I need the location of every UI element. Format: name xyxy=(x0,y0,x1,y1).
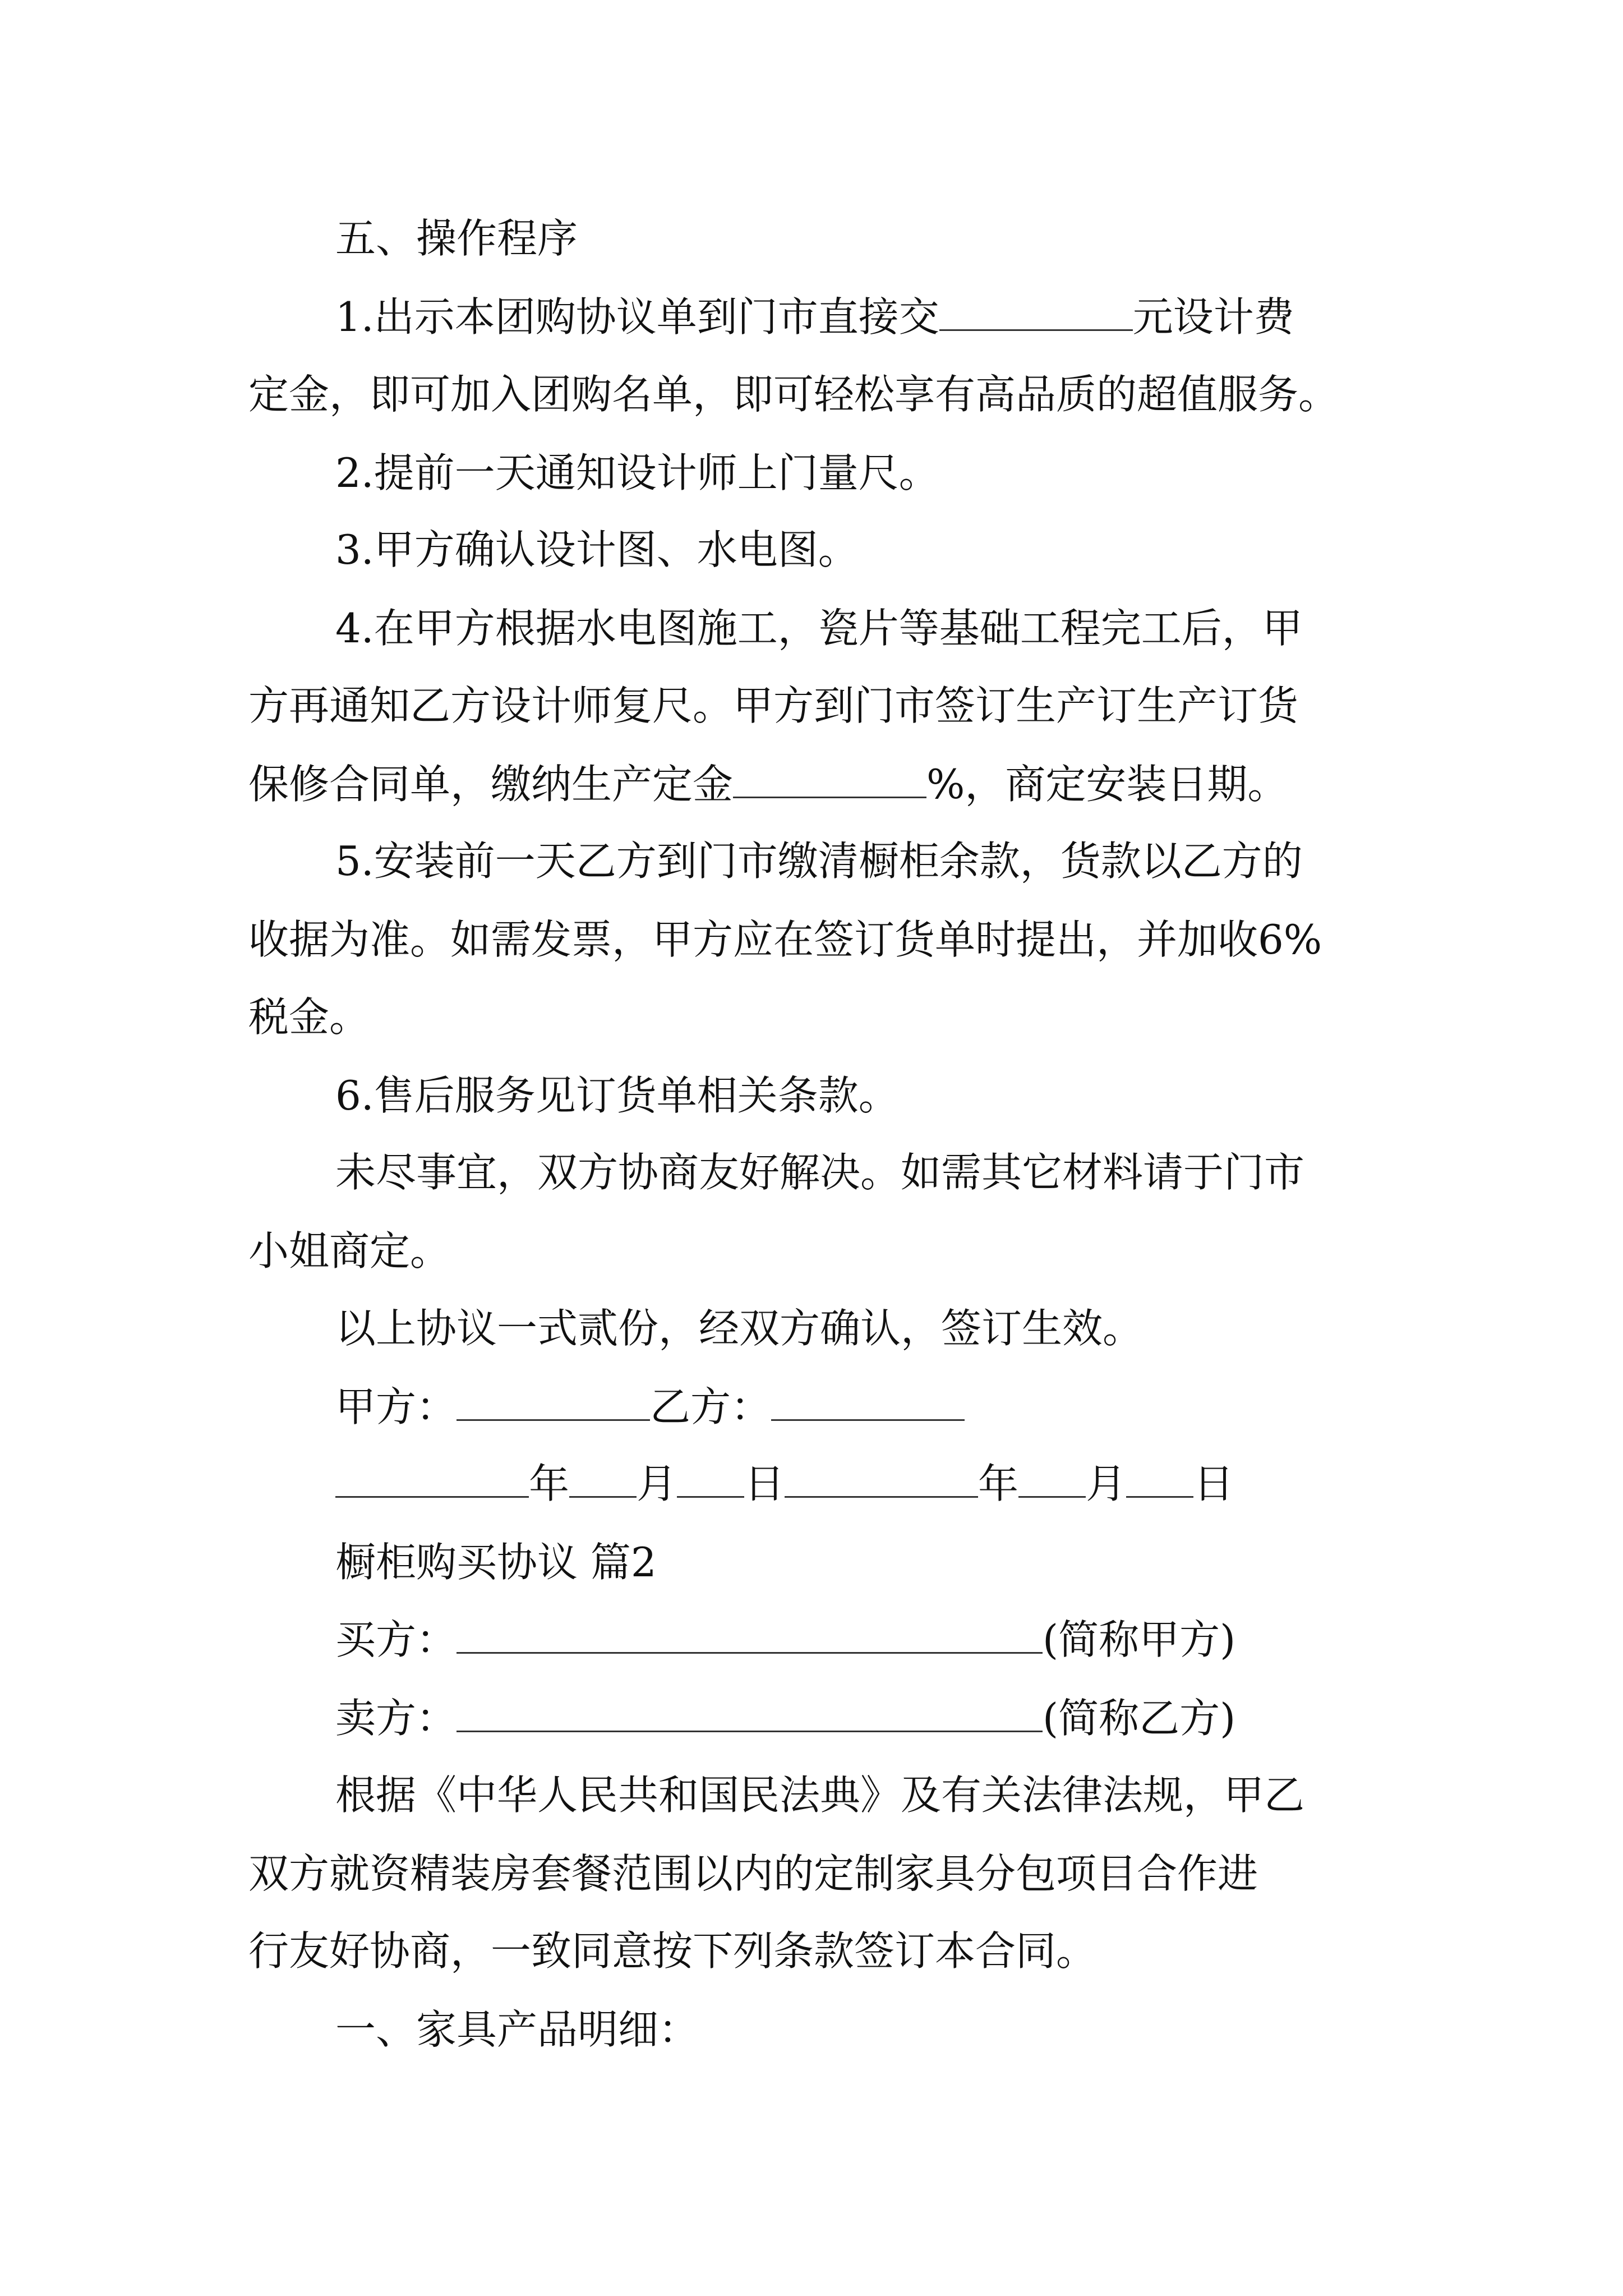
section-heading: 五、操作程序 xyxy=(335,215,578,262)
section-2-title: 橱柜购买协议 篇2 xyxy=(335,1539,657,1586)
signature-dates: 年 月 日 年 月 日 xyxy=(335,1456,1513,1512)
item-1-line-2: 定金，即可加入团购名单，即可轻松享有高品质的超值服务。 xyxy=(248,371,1339,418)
deposit-amount-blank xyxy=(939,295,1133,331)
day-b-blank xyxy=(1126,1461,1193,1498)
intro-line-1: 根据《中华人民共和国民法典》及有关法律法规，甲乙 xyxy=(335,1772,1305,1819)
month-b-blank xyxy=(1018,1461,1086,1498)
party-b-blank xyxy=(771,1384,965,1421)
party-a-blank xyxy=(457,1384,650,1421)
item-3: 3.甲方确认设计图、水电图。 xyxy=(335,526,859,573)
item-5-line-3: 税金。 xyxy=(248,993,370,1041)
item-4-line-3: 保修合同单，缴纳生产定金 %，商定安装日期。 xyxy=(248,761,1288,808)
deposit-percent-blank xyxy=(733,762,926,798)
item-4-line-1: 4.在甲方根据水电图施工，瓷片等基础工程完工后，甲 xyxy=(335,605,1303,652)
signature-parties: 甲方： 乙方： xyxy=(335,1379,1513,1435)
year-a-blank xyxy=(335,1461,529,1498)
day-a-blank xyxy=(677,1461,744,1498)
item-6: 6.售后服务见订货单相关条款。 xyxy=(335,1072,899,1119)
misc-line-2: 小姐商定。 xyxy=(248,1227,451,1274)
buyer-blank xyxy=(457,1617,1043,1654)
year-b-blank xyxy=(785,1461,978,1498)
misc-line-1: 未尽事宜，双方协商友好解决。如需其它材料请于门市 xyxy=(335,1149,1305,1196)
intro-line-3: 行友好协商，一致同意按下列条款签订本合同。 xyxy=(248,1927,1097,1975)
product-details-heading: 一、家具产品明细： xyxy=(335,2006,699,2053)
buyer-line: 买方： (简称甲方) xyxy=(335,1616,1236,1663)
seller-line: 卖方： (简称乙方) xyxy=(335,1695,1236,1742)
item-5-line-2: 收据为准。如需发票，甲方应在签订货单时提出，并加收6% xyxy=(248,916,1322,963)
seller-blank xyxy=(457,1696,1043,1732)
month-a-blank xyxy=(569,1461,637,1498)
item-4-line-2: 方再通知乙方设计师复尺。甲方到门市签订生产订生产订货 xyxy=(248,682,1299,729)
item-2: 2.提前一天通知设计师上门量尺。 xyxy=(335,449,939,496)
intro-line-2: 双方就资精装房套餐范围以内的定制家具分包项目合作进 xyxy=(248,1850,1258,1897)
copies-clause: 以上协议一式贰份，经双方确认，签订生效。 xyxy=(335,1305,1144,1352)
item-5-line-1: 5.安装前一天乙方到门市缴清橱柜余款，货款以乙方的 xyxy=(335,838,1303,885)
item-1-line-1: 1.出示本团购协议单到门市直接交 元设计费 xyxy=(335,293,1294,341)
